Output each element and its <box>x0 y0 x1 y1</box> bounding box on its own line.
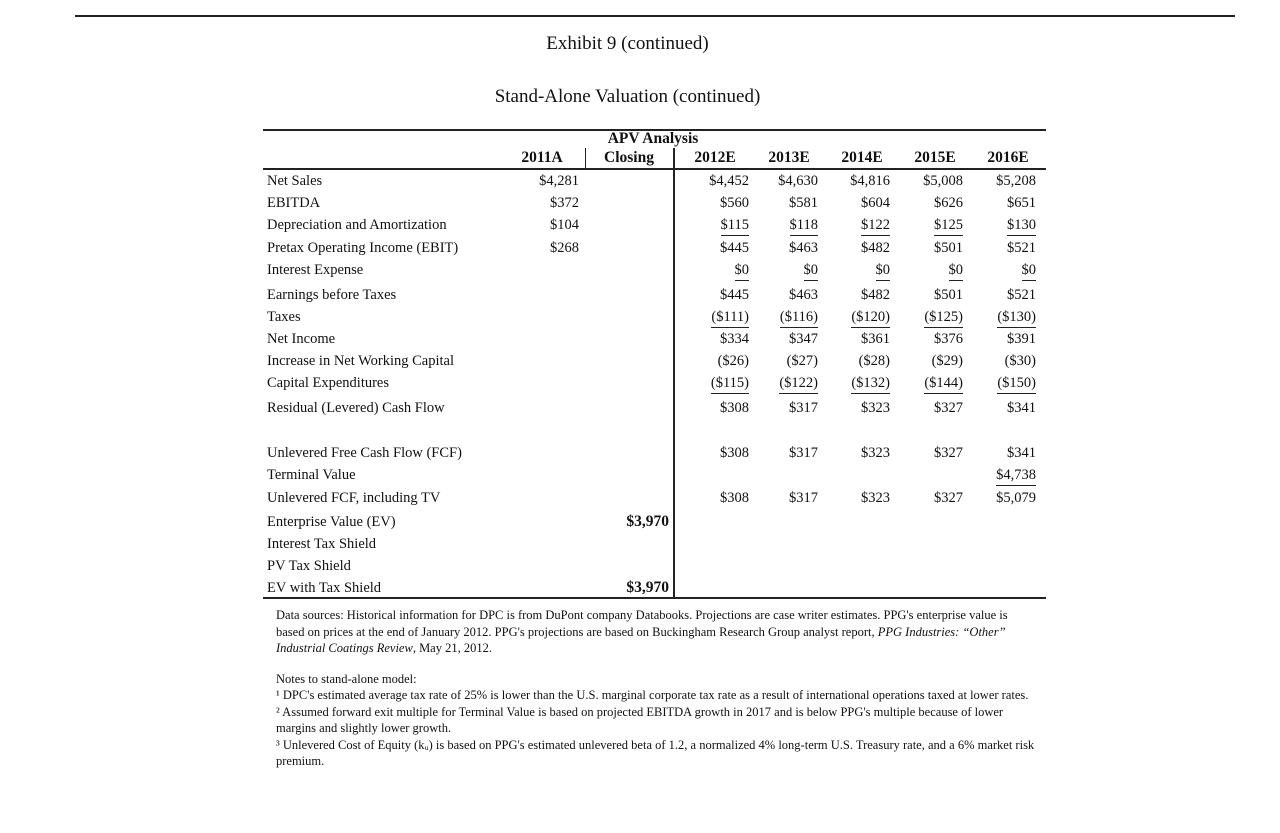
cell-year-2014: $604 <box>861 195 890 211</box>
top-rule <box>75 15 1235 17</box>
cell-year-2015: $626 <box>934 195 963 211</box>
cell-year-2012: $308 <box>720 490 749 506</box>
cell-year-2013: ($27) <box>786 353 818 369</box>
cell-year-2012: $445 <box>720 240 749 256</box>
cell-year-2015: $327 <box>934 490 963 506</box>
row-label: Taxes <box>267 309 301 325</box>
cell-year-2012: ($111) <box>711 308 749 328</box>
cell-year-2013: ($122) <box>779 374 818 394</box>
cell-year-2012: $560 <box>720 195 749 211</box>
cell-year-2013: $317 <box>789 400 818 416</box>
cell-year-2016: $391 <box>1007 331 1036 347</box>
cell-year-2014: ($120) <box>851 308 890 328</box>
cell-year-2016: ($150) <box>997 374 1036 394</box>
data-sources-text: Data sources: Historical information for DPC is from DuPont company Databooks. Projections are case writer estimates. PPG's enterprise value is based on prices at the end of January 2012. PPG's projections are based on Buckingham Research Group analyst report, <box>276 608 1008 639</box>
cell-year-2015: ($29) <box>931 353 963 369</box>
notes-heading: Notes to stand-alone model: <box>276 671 417 686</box>
cell-year-2012: $308 <box>720 445 749 461</box>
column-header-2015e: 2015E <box>914 149 956 166</box>
header-bottom-rule <box>263 168 1046 170</box>
cell-year-2015: $501 <box>934 287 963 303</box>
column-header-2014e: 2014E <box>841 149 883 166</box>
notes-section <box>276 607 1036 770</box>
row-label: Capital Expenditures <box>267 375 390 391</box>
row-label: Net Income <box>267 331 336 347</box>
row-label: Residual (Levered) Cash Flow <box>267 400 445 416</box>
cell-year-2016: $130 <box>1007 216 1036 236</box>
row-label: Depreciation and Amortization <box>267 217 447 233</box>
exhibit-title: Exhibit 9 (continued) <box>546 33 709 54</box>
cell-year-2013: $581 <box>789 195 818 211</box>
note-1: ¹ DPC's estimated average tax rate of 25% is lower than the U.S. marginal corporate tax rate as a result of international operations taxed at lower rates. <box>276 688 1029 702</box>
cell-year-2016: $5,079 <box>996 490 1036 506</box>
row-label: Terminal Value <box>267 467 356 483</box>
note-3: ³ Unlevered Cost of Equity (kᵤ) is based on PPG's estimated unlevered beta of 1.2, a normalized 4% long-term U.S. Treasury rate, and a 6% market risk premium. <box>276 737 1035 768</box>
cell-year-2014: $482 <box>861 287 890 303</box>
exhibit-subtitle: Stand-Alone Valuation (continued) <box>494 86 761 107</box>
cell-year-2014: $323 <box>861 445 890 461</box>
row-label: Pretax Operating Income (EBIT) <box>267 240 459 256</box>
cell-year-2012: $4,452 <box>709 173 749 189</box>
cell-year-2015: $327 <box>934 445 963 461</box>
cell-year-2016: $521 <box>1007 240 1036 256</box>
cell-year-2014: $122 <box>861 216 890 236</box>
column-header-2016e: 2016E <box>987 149 1029 166</box>
cell-year-2012: $308 <box>720 400 749 416</box>
row-label: PV Tax Shield <box>267 558 351 574</box>
cell-year-2015: $501 <box>934 240 963 256</box>
cell-year-2012: $0 <box>735 261 750 281</box>
row-label: Increase in Net Working Capital <box>267 353 455 369</box>
cell-year-2012: $115 <box>721 216 749 236</box>
data-sources-report-title: PPG Industries: “Other” Industrial Coatings Review <box>276 624 1006 655</box>
cell-year-2015: $125 <box>934 216 963 236</box>
row-label: EV with Tax Shield <box>267 580 382 596</box>
cell-year-2014: $0 <box>876 261 891 281</box>
cell-2011a: $4,281 <box>539 173 579 189</box>
cell-closing: $3,970 <box>626 513 669 530</box>
note-2: ² Assumed forward exit multiple for Terminal Value is based on projected EBITDA growth in 2017 and is below PPG's multiple because of lower margins and slightly lower growth. <box>276 704 1004 735</box>
cell-year-2013: $463 <box>789 287 818 303</box>
cell-year-2015: ($125) <box>924 308 963 328</box>
row-label: Unlevered FCF, including TV <box>267 490 441 506</box>
row-label: Enterprise Value (EV) <box>267 514 396 530</box>
cell-year-2014: $323 <box>861 490 890 506</box>
cell-2011a: $268 <box>550 240 579 256</box>
cell-year-2012: $334 <box>720 331 749 347</box>
data-sources <box>276 607 1036 657</box>
cell-year-2013: $118 <box>790 216 818 236</box>
cell-year-2016: ($130) <box>997 308 1036 328</box>
cell-year-2012: ($115) <box>711 374 749 394</box>
cell-year-2013: $317 <box>789 490 818 506</box>
cell-year-2016: $341 <box>1007 445 1036 461</box>
cell-year-2013: $347 <box>789 331 818 347</box>
cell-year-2014: $323 <box>861 400 890 416</box>
column-header-2012e: 2012E <box>694 149 736 166</box>
row-label: Net Sales <box>267 173 323 189</box>
table-bottom-rule <box>263 597 1046 599</box>
cell-year-2013: ($116) <box>780 308 818 328</box>
row-label: Interest Expense <box>267 262 364 278</box>
cell-year-2012: $445 <box>720 287 749 303</box>
cell-year-2015: $376 <box>934 331 963 347</box>
cell-year-2016: $0 <box>1022 261 1037 281</box>
cell-year-2016: $4,738 <box>996 466 1036 486</box>
apv-analysis-table <box>263 129 1046 599</box>
cell-year-2016: $341 <box>1007 400 1036 416</box>
cell-closing: $3,970 <box>626 579 669 596</box>
cell-year-2013: $463 <box>789 240 818 256</box>
cell-year-2014: ($28) <box>858 353 890 369</box>
cell-year-2016: $521 <box>1007 287 1036 303</box>
apv-analysis-header: APV Analysis <box>607 130 699 147</box>
vertical-rule-closing-2012e <box>673 148 675 598</box>
cell-year-2014: ($132) <box>851 374 890 394</box>
column-header-2013e: 2013E <box>768 149 810 166</box>
vertical-rule-2011a-closing <box>585 148 586 168</box>
row-label: Earnings before Taxes <box>267 287 397 303</box>
row-label: Unlevered Free Cash Flow (FCF) <box>267 445 462 461</box>
data-sources-date: , May 21, 2012. <box>412 641 492 655</box>
cell-year-2015: $5,008 <box>923 173 963 189</box>
cell-year-2016: $651 <box>1007 195 1036 211</box>
cell-year-2013: $317 <box>789 445 818 461</box>
cell-year-2014: $4,816 <box>850 173 890 189</box>
cell-year-2016: ($30) <box>1004 353 1036 369</box>
column-header-2011a: 2011A <box>521 149 563 166</box>
cell-year-2015: $327 <box>934 400 963 416</box>
cell-year-2014: $361 <box>861 331 890 347</box>
cell-2011a: $372 <box>550 195 579 211</box>
cell-2011a: $104 <box>550 217 579 233</box>
row-label: Interest Tax Shield <box>267 536 377 552</box>
cell-year-2016: $5,208 <box>996 173 1036 189</box>
cell-year-2013: $4,630 <box>778 173 818 189</box>
cell-year-2012: ($26) <box>717 353 749 369</box>
cell-year-2013: $0 <box>804 261 819 281</box>
row-label: EBITDA <box>267 195 321 211</box>
cell-year-2014: $482 <box>861 240 890 256</box>
column-header-closing: Closing <box>604 149 654 166</box>
cell-year-2015: $0 <box>949 261 964 281</box>
cell-year-2015: ($144) <box>924 374 963 394</box>
